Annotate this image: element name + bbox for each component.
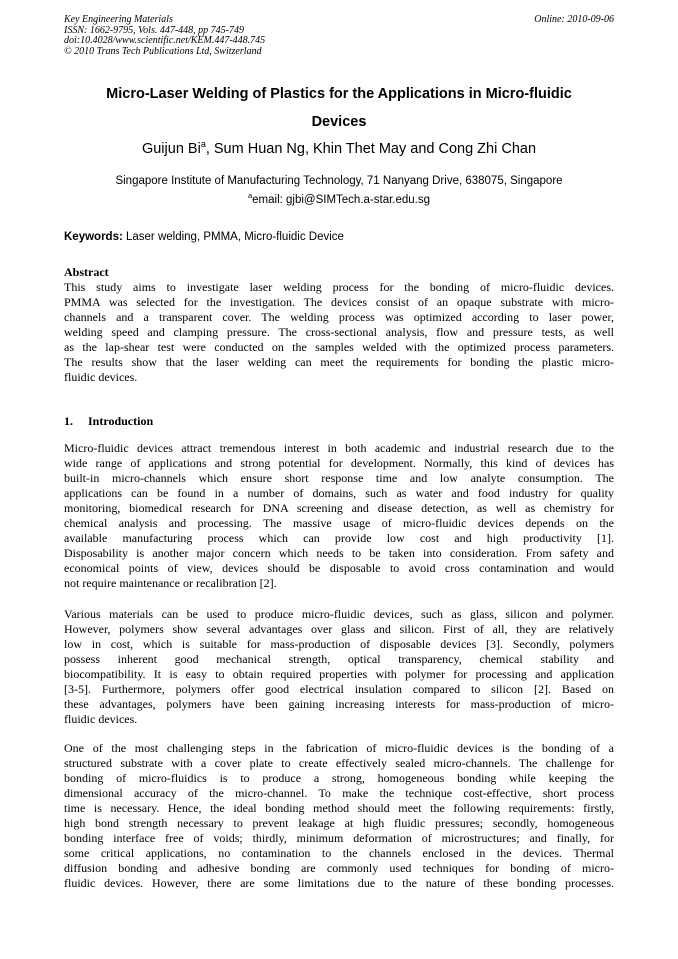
- text-line: welding speed and clamping pressure. The cross-sectional analysis, flow and pressure tests, as well: [64, 325, 614, 339]
- affiliation: Singapore Institute of Manufacturing Technology, 71 Nanyang Drive, 638075, Singapore: [115, 175, 563, 187]
- contact-email: [64, 193, 614, 208]
- first-author: Guijun Bi: [141, 141, 201, 157]
- text-line: monitoring, biomedical research for DNA screening and disease detection, as well as chemistry for: [64, 501, 614, 515]
- text-line: time is necessary. Hence, the ideal bonding method should meet the following requirements: firstly,: [64, 801, 614, 815]
- text-line: some critical applications, no contamination to the channels enclosed in the devices. Thermal: [64, 846, 614, 860]
- text-line: structured substrate with a cover plate to create effectively sealed micro-channels. The challenge for: [64, 756, 614, 770]
- text-line: bonding interface free of voids; thirdly, minimum deformation of microstructures; and finally, for: [64, 831, 614, 845]
- doi-line[interactable]: doi:10.4028/www.scientific.net/KEM.447-448.745: [64, 35, 266, 46]
- email-text[interactable]: email: gjbi@SIMTech.a-star.edu.sg: [252, 194, 431, 206]
- keywords: [64, 230, 344, 245]
- intro-paragraph-1: [64, 441, 614, 591]
- text-line: Micro-fluidic devices attract tremendous interest in both academic and industrial research due to the: [64, 441, 614, 455]
- text-line: fluidic devices.: [64, 712, 138, 726]
- abstract-heading: Abstract: [64, 265, 109, 279]
- text-line: as the lap-shear test were conducted on the samples welded with the optimized process parameters.: [64, 340, 614, 354]
- online-date: Online: 2010-09-06: [534, 14, 614, 25]
- text-line: Disposability is another major concern which needs to be taken into consideration. From safety and: [64, 546, 614, 560]
- text-line: [3-5]. Furthermore, polymers offer good electrical insulation compared to silicon [2]. Based on: [64, 682, 614, 696]
- introduction-heading: [64, 414, 153, 429]
- intro-paragraph-2: [64, 607, 614, 727]
- text-line: these advantages, polymers have been gaining increasing interests for mass-production of micro-: [64, 697, 614, 711]
- text-line: biocompatibility. It is easy to obtain required properties with polymer for processing and application: [64, 667, 614, 681]
- text-line: This study aims to investigate laser welding process for the bonding of micro-fluidic devices.: [64, 280, 614, 294]
- text-line: built-in micro-channels which ensure short response time and low analyte consumption. The: [64, 471, 614, 485]
- abstract-body: [64, 280, 614, 385]
- title-line-2: Devices: [311, 114, 367, 130]
- text-line: applications can be found in a number of domains, such as water and food industry for quality: [64, 486, 614, 500]
- text-line: One of the most challenging steps in the fabrication of micro-fluidic devices is the bonding of a: [64, 741, 614, 755]
- text-line: diffusion bonding and adhesive bonding are commonly used techniques for bonding of micro-: [64, 861, 614, 875]
- text-line: possess inherent good mechanical strength, optical transparency, chemical stability and: [64, 652, 614, 666]
- text-line: economical points of view, devices should be disposable to avoid cross contamination and would: [64, 561, 614, 575]
- text-line: PMMA was selected for the investigation. The devices consist of an opaque substrate with micro-: [64, 295, 614, 309]
- journal-header: [64, 15, 265, 57]
- email-affil-mark: a: [247, 191, 253, 200]
- text-line: available manufacturing process which can provide low cost and high productivity [1].: [64, 531, 614, 545]
- title-line-1: Micro-Laser Welding of Plastics for the Applications in Micro-fluidic: [106, 86, 572, 102]
- text-line: chemical analysis and processing. The massive usage of micro-fluidic devices depends on the: [64, 516, 614, 530]
- text-line: wide range of applications and strong potential for development. Normally, this kind of devices has: [64, 456, 614, 470]
- first-author-affil-mark: a: [200, 139, 206, 149]
- text-line: not require maintenance or recalibration [2].: [64, 576, 277, 590]
- text-line: bonding of micro-fluidics is to produce a strong, homogeneous bonding while keeping the: [64, 771, 614, 785]
- other-authors: , Sum Huan Ng, Khin Thet May and Cong Zhi Chan: [205, 141, 537, 157]
- journal-name: Key Engineering Materials: [64, 14, 173, 25]
- text-line: However, polymers show several advantages over glass and silicon. First of all, they are relatively: [64, 622, 614, 636]
- text-line: fluidic devices.: [64, 370, 138, 384]
- copyright-line: © 2010 Trans Tech Publications Ltd, Switzerland: [64, 45, 262, 57]
- section-number: 1.: [64, 414, 73, 428]
- paper-title: [64, 80, 614, 136]
- section-title: Introduction: [88, 414, 154, 428]
- author-list: [64, 139, 614, 159]
- text-line: low in cost, which is suitable for mass-production of disposable devices [3]. Secondly, polymers: [64, 637, 614, 651]
- text-line: Various materials can be used to produce micro-fluidic devices, such as glass, silicon and polymer.: [64, 607, 614, 621]
- issn-line: ISSN: 1662-9795, Vols. 447-448, pp 745-749: [64, 24, 244, 36]
- text-line: high bond strength necessary to prevent leakage at high fluidic pressures; secondly, homogeneous: [64, 816, 614, 830]
- text-line: channels and a transparent cover. The welding process was optimized according to laser power,: [64, 310, 614, 324]
- text-line: fluidic devices. However, there are some limitations due to the nature of these bonding processes.: [64, 876, 614, 890]
- keywords-label: Keywords:: [64, 231, 123, 243]
- text-line: dimensional accuracy of the micro-channel. To make the technique cost-effective, short process: [64, 786, 614, 800]
- intro-paragraph-3: [64, 741, 614, 891]
- text-line: The results show that the laser welding can meet the requirements for bonding the plastic micro-: [64, 355, 614, 369]
- keywords-text: Laser welding, PMMA, Micro-fluidic Device: [122, 231, 344, 243]
